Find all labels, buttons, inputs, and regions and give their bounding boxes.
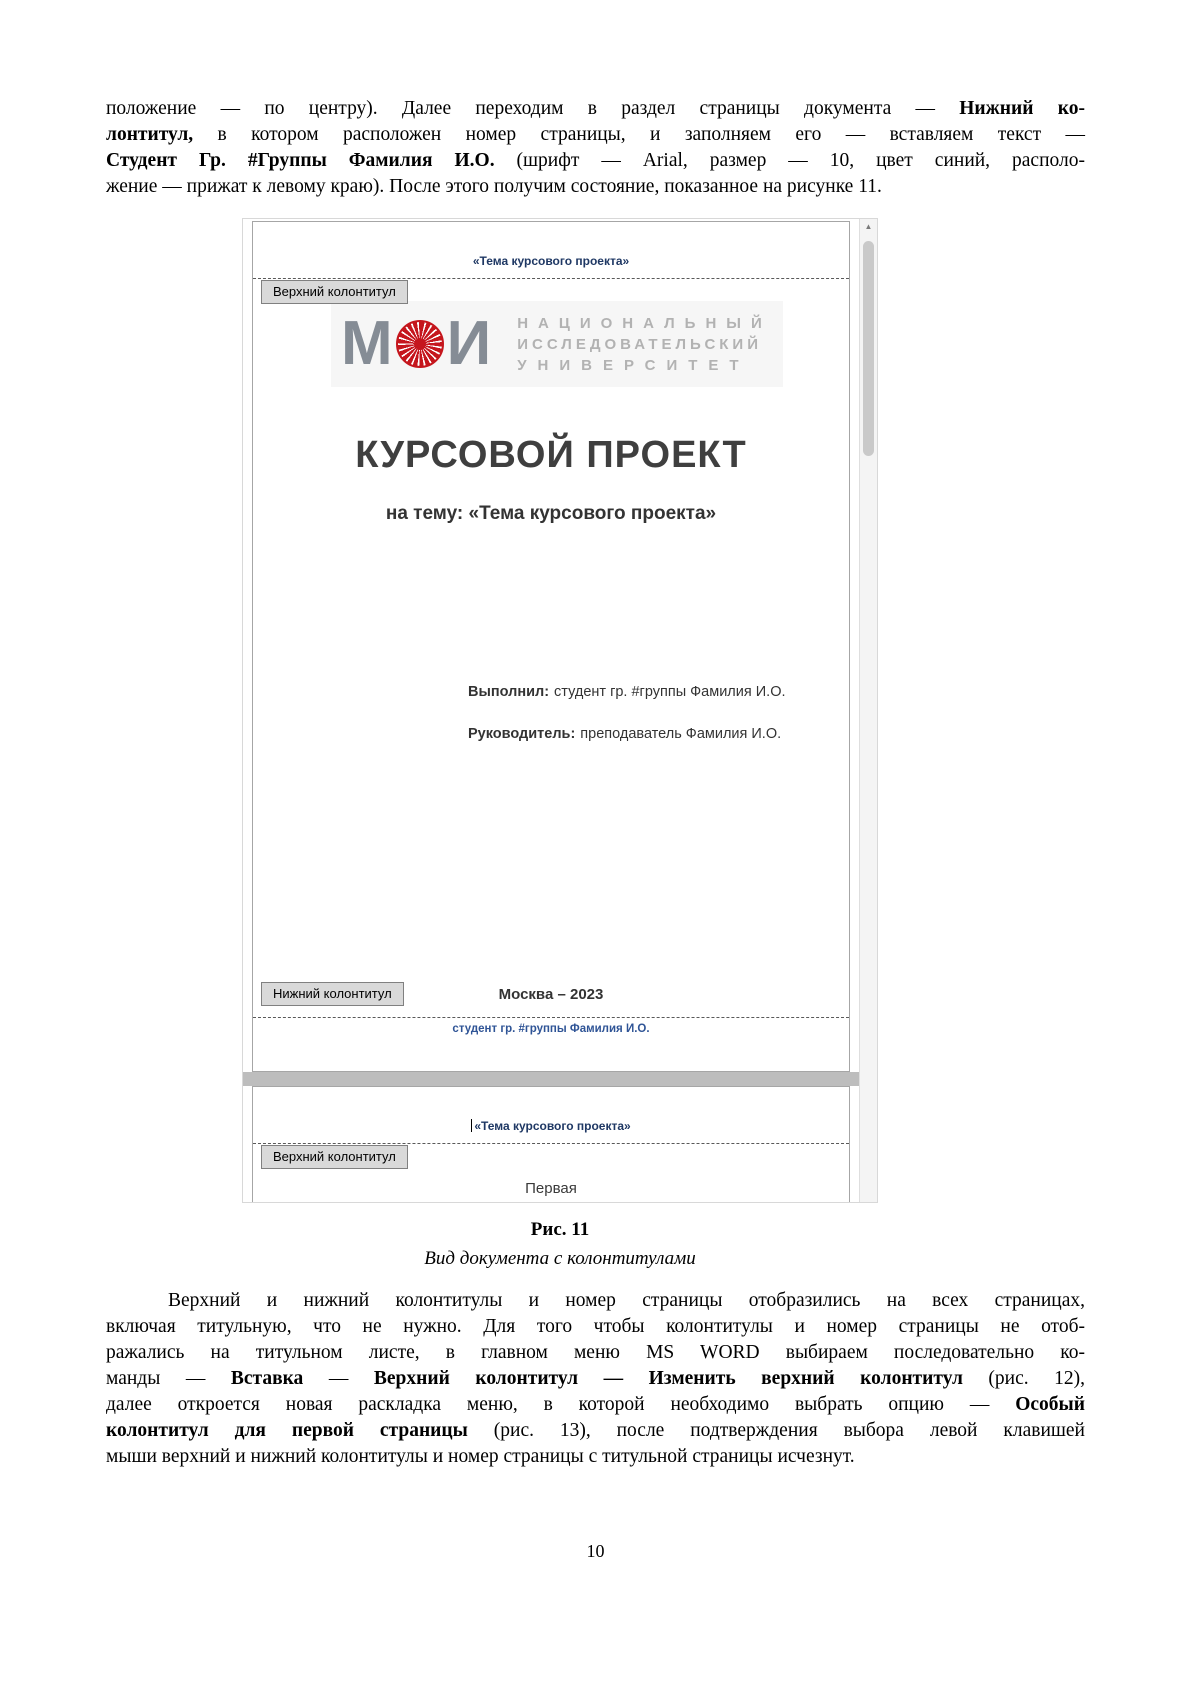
title-page (252, 221, 850, 1072)
page1-header-area (253, 222, 849, 299)
intro-paragraph (106, 96, 1085, 200)
text-segment: жение — прижат к левому краю). После этого получим состояние, показанное на рисунке 11. (106, 176, 882, 197)
figure-caption-text: Вид документа с колонтитулами (424, 1248, 696, 1269)
bold-text-segment: лонтитул, (106, 124, 194, 145)
paragraph-line (106, 174, 1085, 200)
body-paragraph (106, 1288, 1085, 1470)
text-segment: мыши верхний и нижний колонтитулы и номер страницы с титульной страницы исчезнут. (106, 1446, 855, 1467)
supervisor-value: преподаватель Фамилия И.О. (580, 726, 782, 742)
paragraph-line (106, 1366, 1085, 1392)
page2-first-word: Первая (525, 1180, 577, 1197)
page1-header-text: «Тема курсового проекта» (472, 254, 630, 268)
course-project-subtitle: на тему: «Тема курсового проекта» (385, 503, 717, 524)
second-page (252, 1086, 850, 1203)
performed-by-label: Выполнил: (468, 684, 550, 700)
text-segment: (рис. 12), (962, 1368, 1086, 1389)
bold-text-segment: Вставка (230, 1368, 304, 1389)
text-segment: (рис. 13), после подтверждения выбора левой клавишей (467, 1420, 1085, 1441)
signature-block (468, 683, 849, 743)
bold-text-segment: колонтитул для первой страницы (106, 1420, 468, 1441)
city-year: Москва – 2023 (498, 986, 604, 1003)
university-logo (331, 301, 783, 387)
supervisor-line (468, 725, 849, 743)
paragraph-line (106, 1392, 1085, 1418)
text-segment: включая титульную, что не нужно. Для того чтобы колонтитулы и номер страницы не отоб- (106, 1316, 1085, 1337)
page1-footer-area (253, 979, 849, 1071)
figure-caption-label: Рис. 11 (530, 1219, 590, 1240)
bold-text-segment: Студент Гр. #Группы Фамилия И.О. (106, 150, 495, 171)
header-boundary-line-2 (253, 1143, 849, 1144)
bold-text-segment: Нижний ко- (959, 98, 1085, 119)
header-boundary-line (253, 278, 849, 279)
scrollbar-thumb (863, 241, 874, 456)
paragraph-line (106, 96, 1085, 122)
header-tab-label: Верхний колонтитул (261, 280, 408, 304)
university-name-line3: УНИВЕРСИТЕТ (517, 356, 750, 374)
scroll-up-icon: ▲ (864, 222, 873, 231)
text-segment: положение — по центру). Далее переходим в раздел страницы документа — (106, 98, 960, 119)
text-segment: в котором расположен номер страницы, и заполняем его — вставляем текст — (193, 124, 1085, 145)
paragraph-line (106, 122, 1085, 148)
text-segment: (шрифт — Arial, размер — 10, цвет синий, располо- (494, 150, 1085, 171)
university-name-line2: ИССЛЕДОВАТЕЛЬСКИЙ (517, 335, 762, 353)
text-segment: манды — (106, 1368, 231, 1389)
header-tab-label-2: Верхний колонтитул (261, 1145, 408, 1169)
paragraph-line (106, 1314, 1085, 1340)
paragraph-line (106, 148, 1085, 174)
performed-by-value: студент гр. #группы Фамилия И.О. (554, 684, 786, 700)
text-segment: — (303, 1368, 374, 1389)
logo-letter-i: И (446, 309, 492, 378)
paragraph-line (106, 1288, 1085, 1314)
text-segment: ражались на титульном листе, в главном меню MS WORD выбираем последовательно ко- (106, 1342, 1085, 1363)
bold-text-segment: Особый (1015, 1394, 1085, 1415)
paragraph-line (106, 1418, 1085, 1444)
document-pages-area (243, 219, 859, 1202)
paragraph-line (106, 1444, 1085, 1470)
mei-logo-mark (341, 309, 492, 378)
performed-by-line (468, 683, 849, 701)
university-name (517, 313, 772, 376)
page2-header-text-value: «Тема курсового проекта» (474, 1119, 631, 1133)
footer-bottom-margin (253, 1035, 849, 1071)
scrollbar (859, 219, 877, 1202)
page-number: 10 (586, 1541, 605, 1561)
text-cursor (471, 1119, 472, 1132)
supervisor-label: Руководитель: (468, 726, 576, 742)
word-document-screenshot (242, 218, 878, 1203)
text-segment: далее откроется новая раскладка меню, в которой необходимо выбрать опцию — (106, 1394, 1016, 1415)
figure-11 (242, 218, 878, 1270)
page2-header-area (253, 1087, 849, 1164)
page-gap (243, 1072, 859, 1086)
footer-row (253, 979, 849, 1007)
mei-sun-emblem-icon (396, 320, 444, 368)
course-project-title: КУРСОВОЙ ПРОЕКТ (355, 434, 747, 476)
page1-footer-text: студент гр. #группы Фамилия И.О. (452, 1023, 650, 1035)
footer-boundary-line (253, 1017, 849, 1018)
logo-letter-m: М (341, 309, 393, 378)
bold-text-segment: Верхний колонтитул — Изменить верхний колонтитул (373, 1368, 963, 1389)
page2-header-text (253, 1119, 849, 1133)
university-name-line1: НАЦИОНАЛЬНЫЙ (517, 314, 772, 332)
footer-tab-label: Нижний колонтитул (261, 982, 404, 1006)
text-segment: Верхний и нижний колонтитулы и номер страницы отобразились на всех страницах, (168, 1290, 1085, 1311)
paragraph-line (106, 1340, 1085, 1366)
